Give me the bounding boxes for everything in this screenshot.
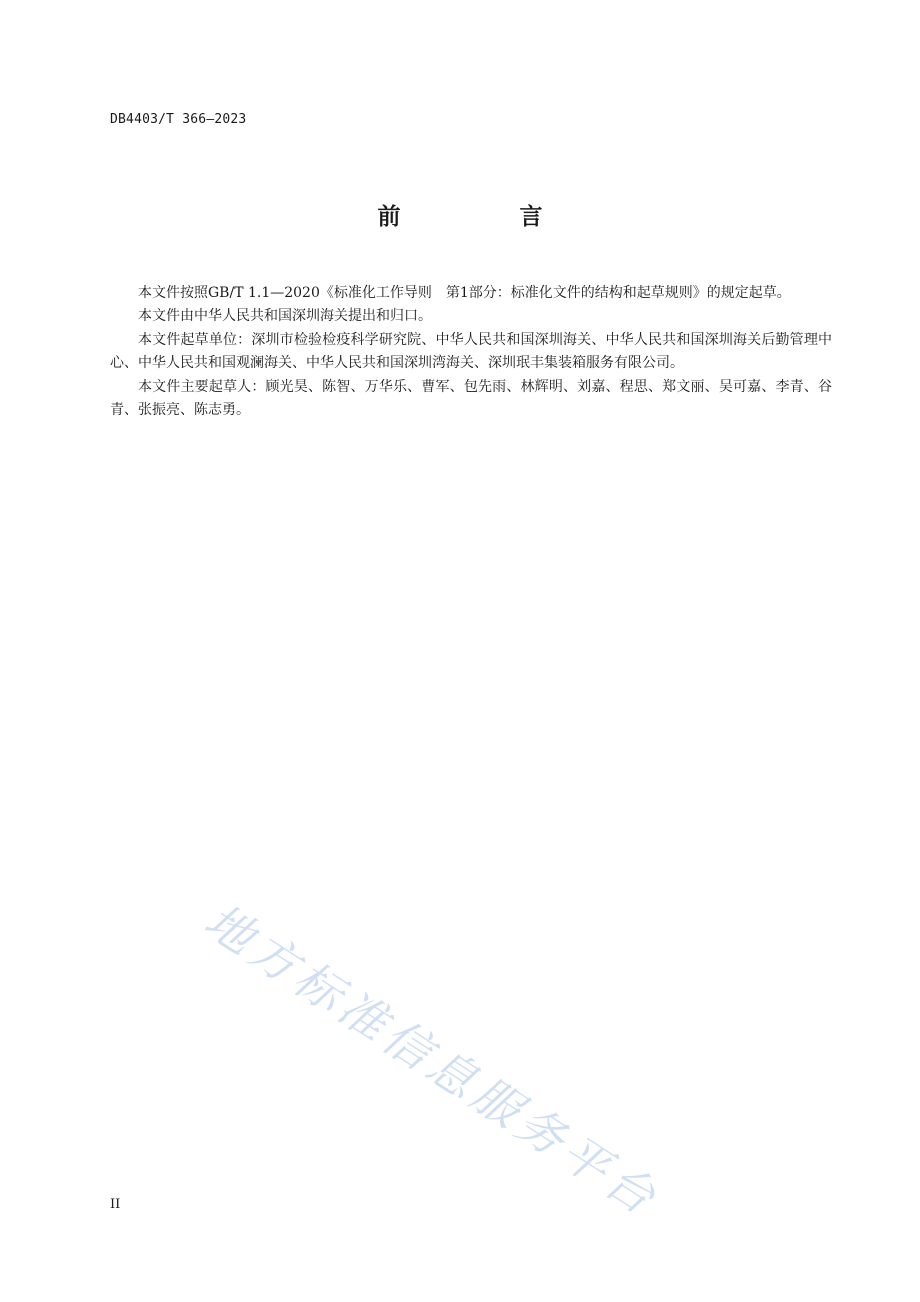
paragraph-drafting-units: 本文件起草单位：深圳市检验检疫科学研究院、中华人民共和国深圳海关、中华人民共和国深圳海关后勤管理中心、中华人民共和国观澜海关、中华人民共和国深圳湾海关、深圳珉丰集装箱服务有限公司。 [110, 331, 832, 372]
paragraph-drafters: 本文件主要起草人：顾光昊、陈智、万华乐、曹军、包先雨、林辉明、刘嘉、程思、郑文丽、吴可嘉、李青、谷青、张振亮、陈志勇。 [110, 378, 832, 419]
paragraph-proposer: 本文件由中华人民共和国深圳海关提出和归口。 [138, 308, 432, 325]
standard-code: DB4403/T 366—2023 [110, 112, 247, 127]
page-number: II [110, 1197, 121, 1212]
page-title: 前 言 [377, 204, 591, 230]
watermark: 地方标准信息服务平台 [194, 893, 670, 1229]
paragraph-drafting-rules: 本文件按照GB/T 1.1—2020《标准化工作导则 第1部分：标准化文件的结构和起草规则》的规定起草。 [138, 285, 791, 301]
foreword-body [110, 282, 832, 422]
